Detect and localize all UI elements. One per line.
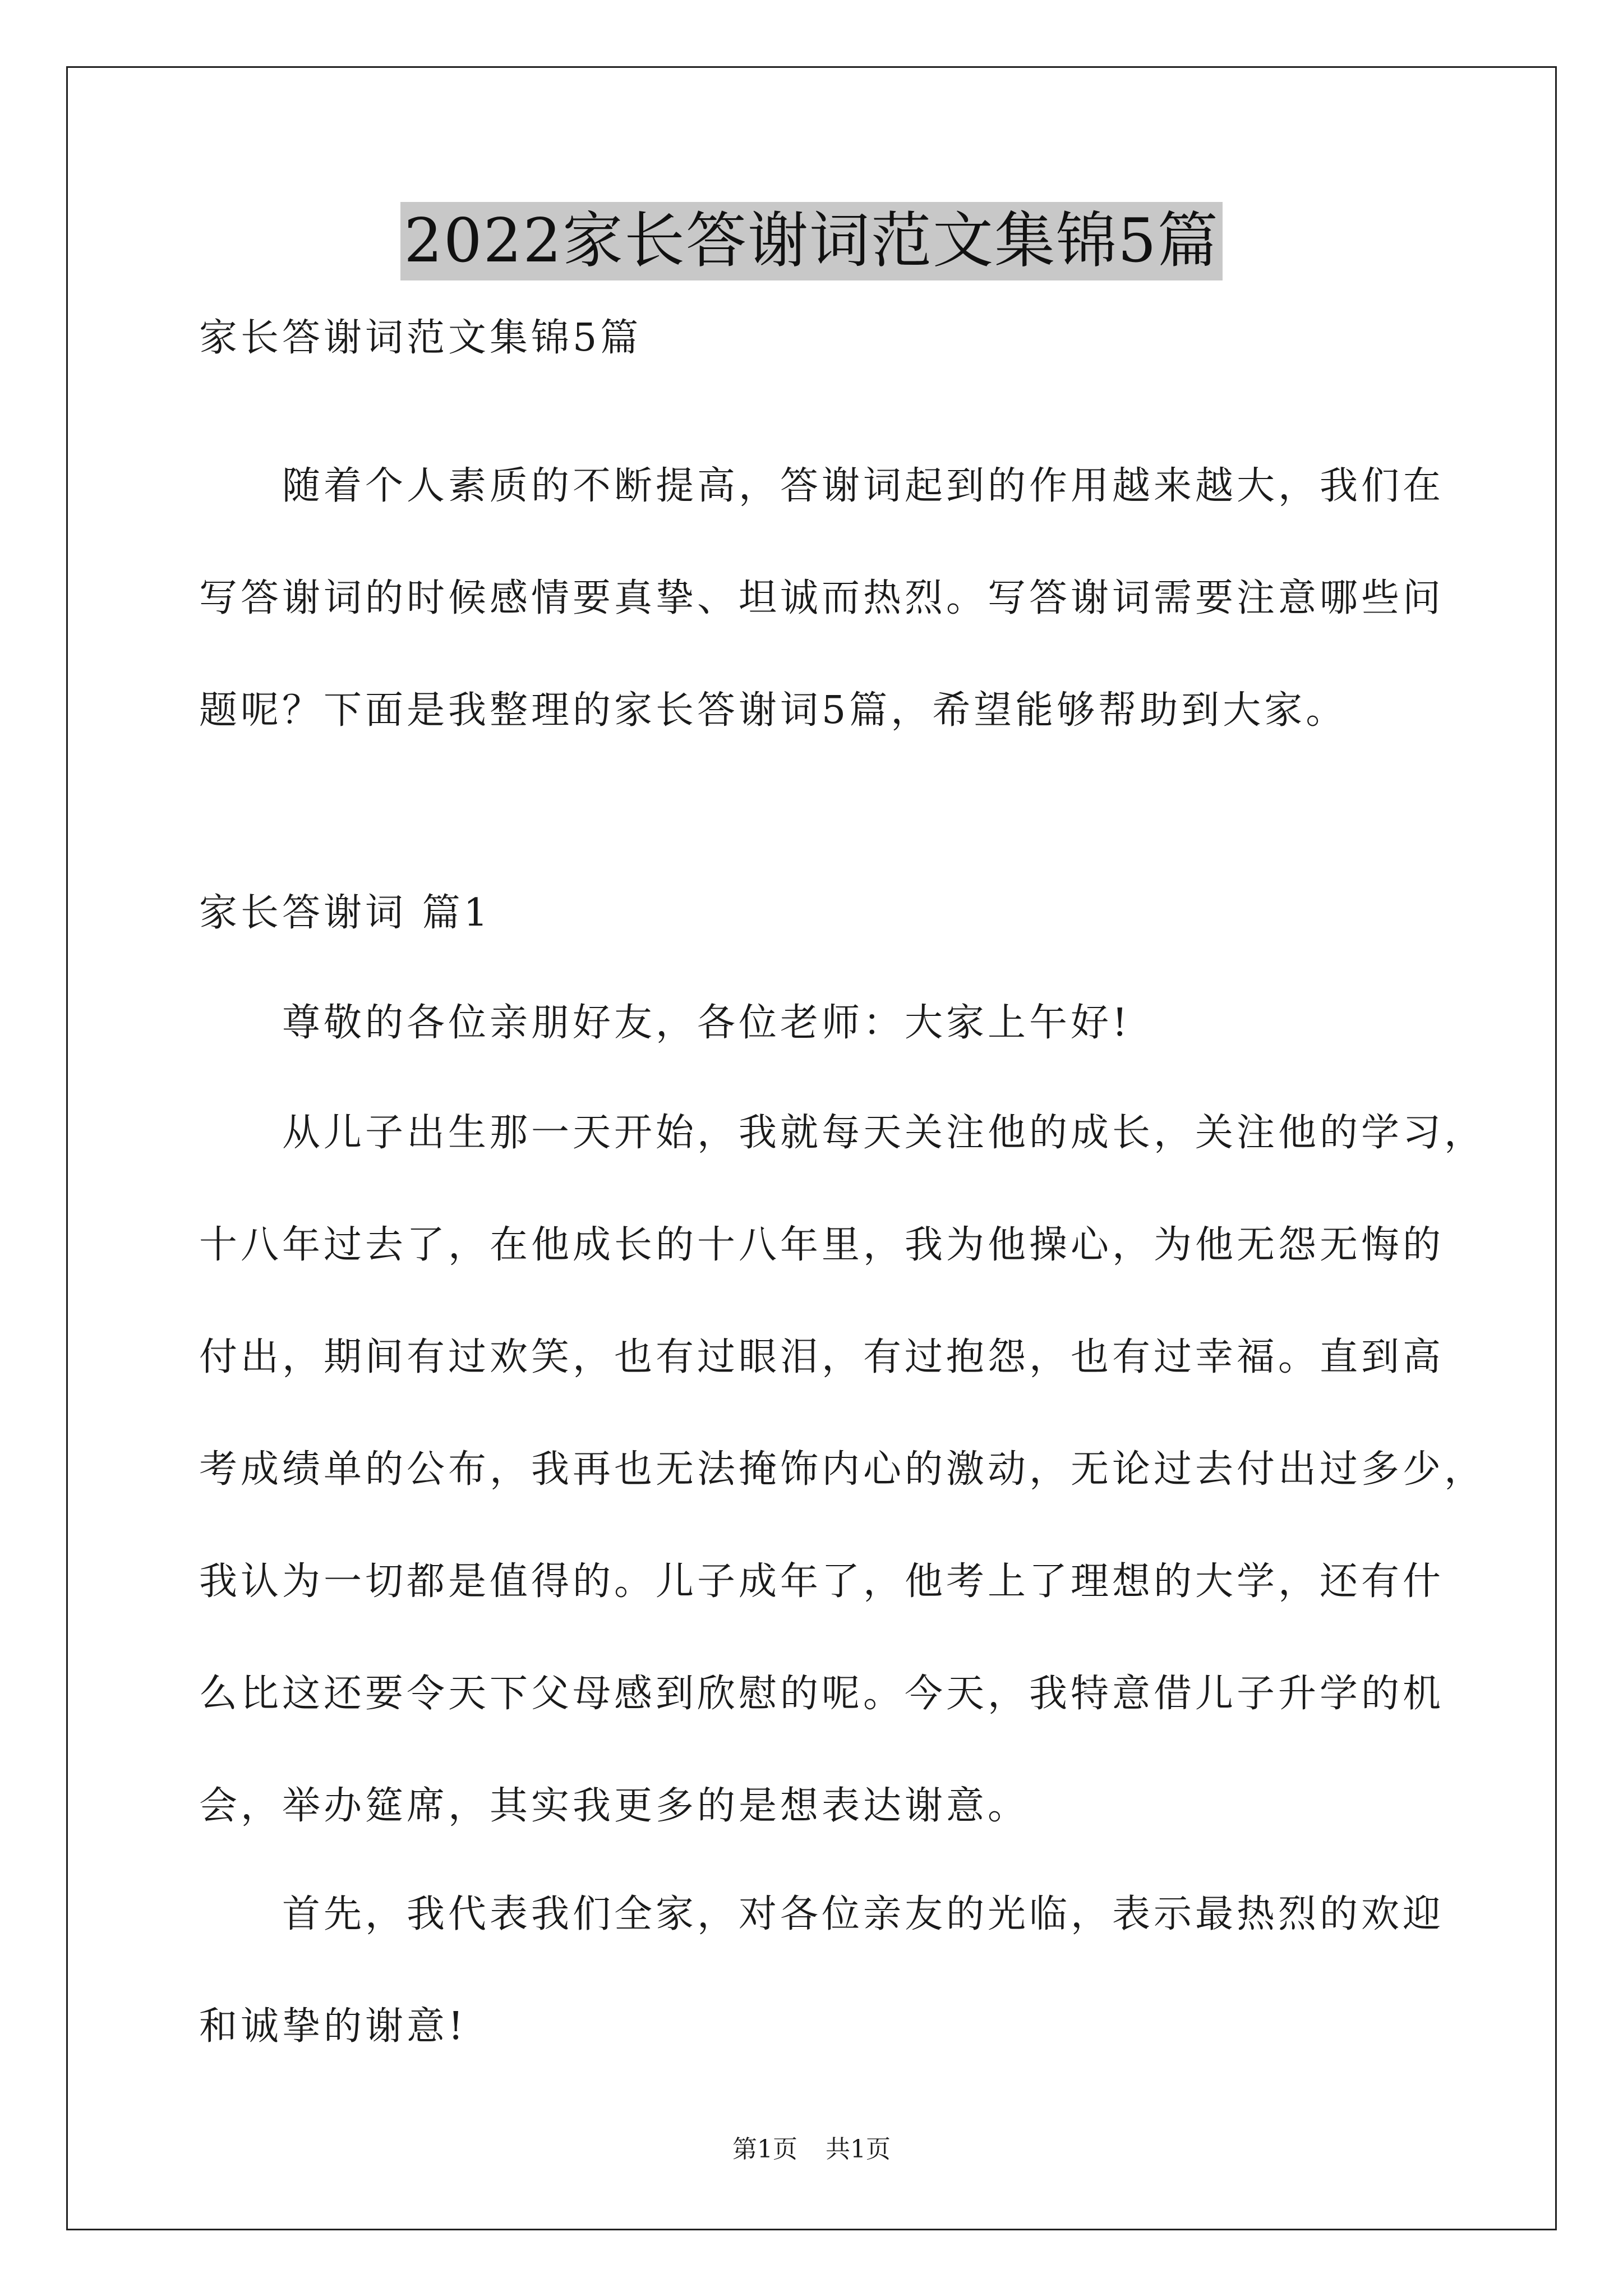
paragraph-line: 会，举办筵席，其实我更多的是想表达谢意。 [199,1784,1030,1828]
paragraph-line: 我认为一切都是值得的。儿子成年了，他考上了理想的大学，还有什 [199,1559,1445,1604]
intro-line: 随着个人素质的不断提高，答谢词起到的作用越来越大，我们在 [282,464,1445,508]
paragraph-line: 么比这还要令天下父母感到欣慰的呢。今天，我特意借儿子升学的机 [199,1672,1445,1716]
title-wrap [0,202,1623,280]
page-footer [0,2129,1623,2165]
intro-line: 题呢？下面是我整理的家长答谢词5篇，希望能够帮助到大家。 [199,688,1348,733]
document-title: 2022家长答谢词范文集锦5篇 [400,202,1223,280]
paragraph-line: 十八年过去了，在他成长的十八年里，我为他操心，为他无怨无悔的 [199,1223,1445,1267]
document-subtitle: 家长答谢词范文集锦5篇 [199,316,642,360]
section-heading: 家长答谢词 篇1 [199,891,491,935]
salutation: 尊敬的各位亲朋好友，各位老师：大家上午好! [282,1001,1131,1045]
page-number: 第1页 [732,2135,797,2164]
intro-line: 写答谢词的时候感情要真挚、坦诚而热烈。写答谢词需要注意哪些问 [199,576,1445,620]
paragraph-line: 考成绩单的公布，我再也无法掩饰内心的激动，无论过去付出过多少， [199,1447,1486,1492]
paragraph-line: 首先，我代表我们全家，对各位亲友的光临，表示最热烈的欢迎 [282,1892,1445,1936]
page-total: 共1页 [826,2135,891,2164]
paragraph-line: 和诚挚的谢意! [199,2004,467,2049]
paragraph-line: 从儿子出生那一天开始，我就每天关注他的成长，关注他的学习， [282,1111,1486,1155]
paragraph-line: 付出，期间有过欢笑，也有过眼泪，有过抱怨，也有过幸福。直到高 [199,1335,1445,1379]
